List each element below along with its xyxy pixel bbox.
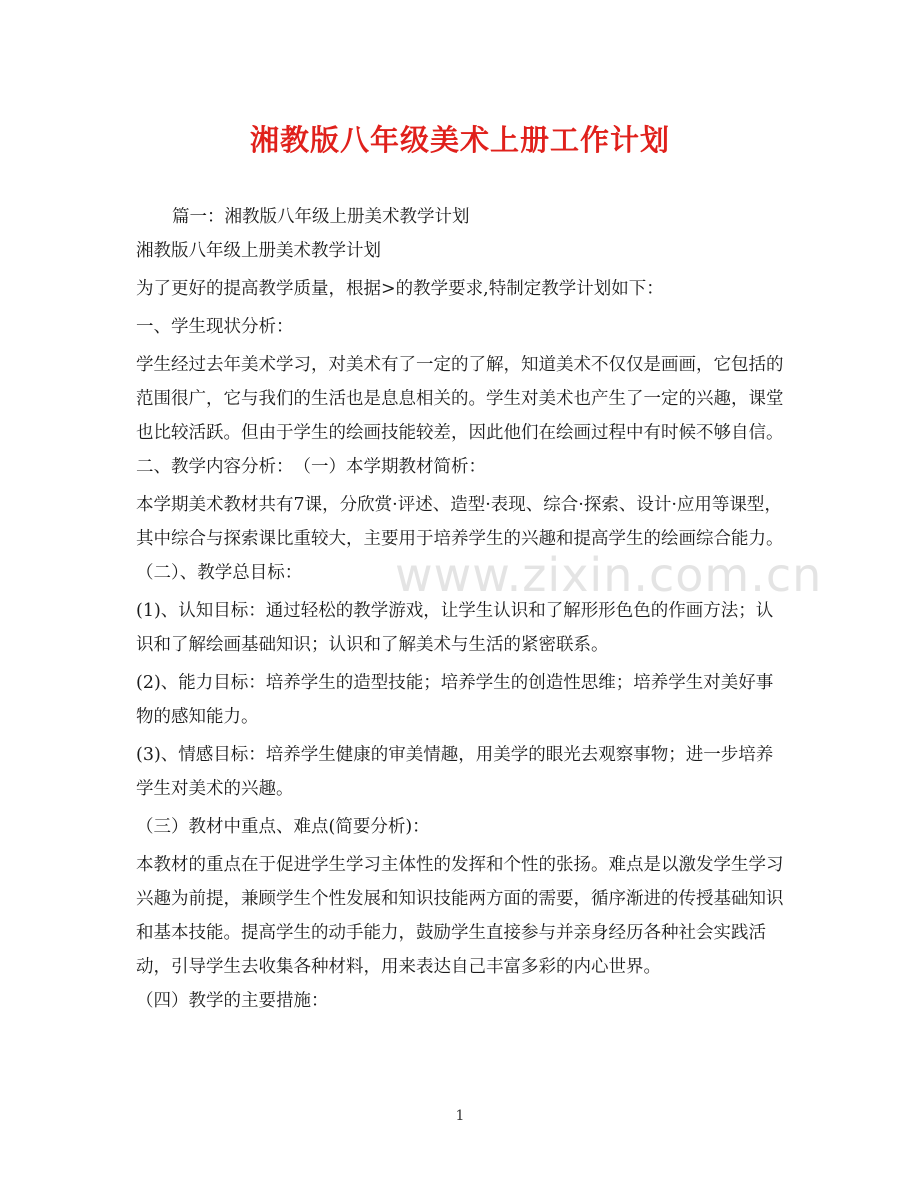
section-heading-measures: （四）教学的主要措施： — [136, 991, 329, 1011]
intro-paragraph: 为了更好的提高教学质量，根据>的教学要求,特制定教学计划如下： — [136, 279, 664, 299]
section-heading-student-analysis: 一、学生现状分析： — [136, 317, 294, 337]
section-heading-part1: 篇一：湘教版八年级上册美术教学计划 — [172, 207, 470, 227]
paragraph-student-analysis: 学生经过去年美术学习，对美术有了一定的了解，知道美术不仅仅是画画，它包括的范围很广，它与我们的生活也是息息相关的。学生对美术也产生了一定的兴趣，课堂也比较活跃。但由于学生的绘画技能较差，因此他们在绘画过程中有时候不够自信。 二、教学内容分析： （一）本学期教材简析： — [136, 355, 810, 477]
paragraph-ability-goal: (2)、能力目标：培养学生的造型技能；培养学生的创造性思维；培养学生对美好事物的感知能力。 — [136, 673, 774, 727]
document-title: 湘教版八年级美术上册工作计划 — [249, 123, 670, 157]
watermark: www.zixin.com.cn — [395, 548, 823, 602]
subtitle-line: 湘教版八年级上册美术教学计划 — [136, 241, 381, 261]
paragraph-cognitive-goal: (1)、认知目标：通过轻松的教学游戏，让学生认识和了解形形色色的作画方法；认识和了解绘画基础知识；认识和了解美术与生活的紧密联系。 — [136, 601, 774, 655]
paragraph-textbook-overview: 本学期美术教材共有7课，分欣赏·评述、造型·表现、综合·探索、设计·应用等课型，其中综合与探索课比重较大，主要用于培养学生的兴趣和提高学生的绘画综合能力。 （二）、教学总目标： — [136, 495, 784, 583]
paragraph-key-points: 本教材的重点在于促进学生学习主体性的发挥和个性的张扬。难点是以激发学生学习兴趣为前提，兼顾学生个性发展和知识技能两方面的需要，循序渐进的传授基础知识和基本技能。提高学生的动手能力，鼓励学生直接参与并亲身经历各种社会实践活动，引导学生去收集各种材料，用来表达自己丰富多彩的内心世界。 — [136, 855, 784, 977]
page-number: 1 — [455, 1108, 465, 1124]
paragraph-emotional-goal: (3)、情感目标：培养学生健康的审美情趣，用美学的眼光去观察事物；进一步培养学生对美术的兴趣。 — [136, 745, 774, 799]
document-body — [136, 200, 810, 1018]
section-heading-key-points: （三）教材中重点、难点(简要分析)： — [136, 817, 430, 837]
